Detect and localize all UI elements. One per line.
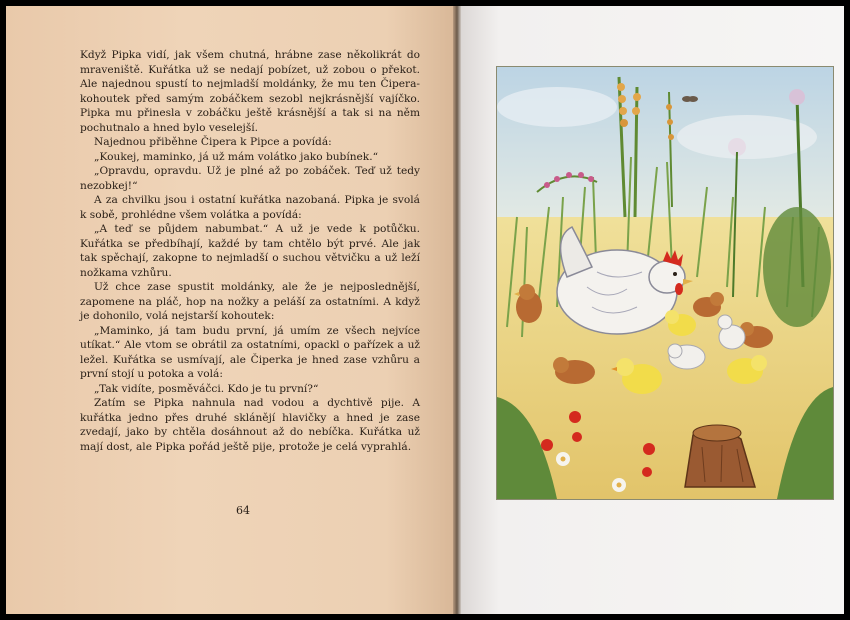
illustration-hen-and-chicks (496, 66, 834, 500)
paragraph: „Koukej, maminko, já už mám volátko jako bubínek.“ (94, 150, 379, 163)
cloud (497, 87, 617, 127)
paragraph: Už chce zase spustit moldánky, ale že je nejposlednější, zapomene na pláč, hop na nožky a peláší za ostatními. A když je dohonilo, volá nejstarší kohoutek: (80, 281, 420, 322)
illustration-drawing (497, 67, 833, 499)
paragraph: „Opravdu, opravdu. Už je plné až po zobáček. Teď už tedy nezobkej!“ (80, 165, 420, 192)
cloud (677, 115, 817, 159)
butterfly-icon (682, 96, 698, 102)
page-number: 64 (236, 504, 250, 517)
paragraph: „A teď se půjdem nabumbat.“ A už je vede k potůčku. Kuřátka se předbíhají, každé by tam chtělo být prvé. Ale jak tak spěchají, zakopne to nejmladší o suchou větvičku a už leží nožkama vzhůru. (80, 223, 420, 279)
book-gutter (453, 6, 461, 614)
paragraph: Zatím se Pipka nahnula nad vodou a dychtivě pije. A kuřátka jedno přes druhé sklánějí hlavičky a hned je zase zvedají, jako by chtěla dosáhnout až do nebíčka. Kuřátka už mají dost, ale Pipka pořád ještě pije, protože je celá vyprahlá. (80, 397, 420, 453)
white-chick (668, 344, 705, 369)
paragraph: „Maminko, já tam budu první, já umím ze všech nejvíce utíkat.“ Ale vtom se obrátil za ostatními, opackl o pařízek a už ležel. Kuřátka se usmívají, ale Čiperka je hned zase vzhůru a první stojí u potoka a volá: (80, 324, 420, 380)
story-text (80, 48, 420, 454)
flower-head (789, 89, 805, 105)
paragraph: „Tak vidíte, posměváčci. Kdo je tu první?“ (94, 382, 319, 395)
paragraph: Když Pipka vidí, jak všem chutná, hrábne zase několikrát do mraveniště. Kuřátka už se nedají pobízet, už zobou o překot. Ale najednou spustí to nejmladší moldánky, že mu ten Čipera-kohoutek před samým zobáčkem sezobl nejkrásnější vajíčko. Pipka mu přinesla v zobáčku ještě krásnější a tak si na něm pochutnalo a hned bylo veselejší. (80, 49, 420, 134)
left-page (6, 6, 453, 614)
paragraph: Najednou přiběhne Čipera k Pipce a povídá: (94, 136, 332, 148)
paragraph: A za chvilku jsou i ostatní kuřátka nazobaná. Pipka je svolá k sobě, prohlédne všem volátka a povídá: (80, 194, 420, 221)
leafy-bush (763, 207, 831, 327)
